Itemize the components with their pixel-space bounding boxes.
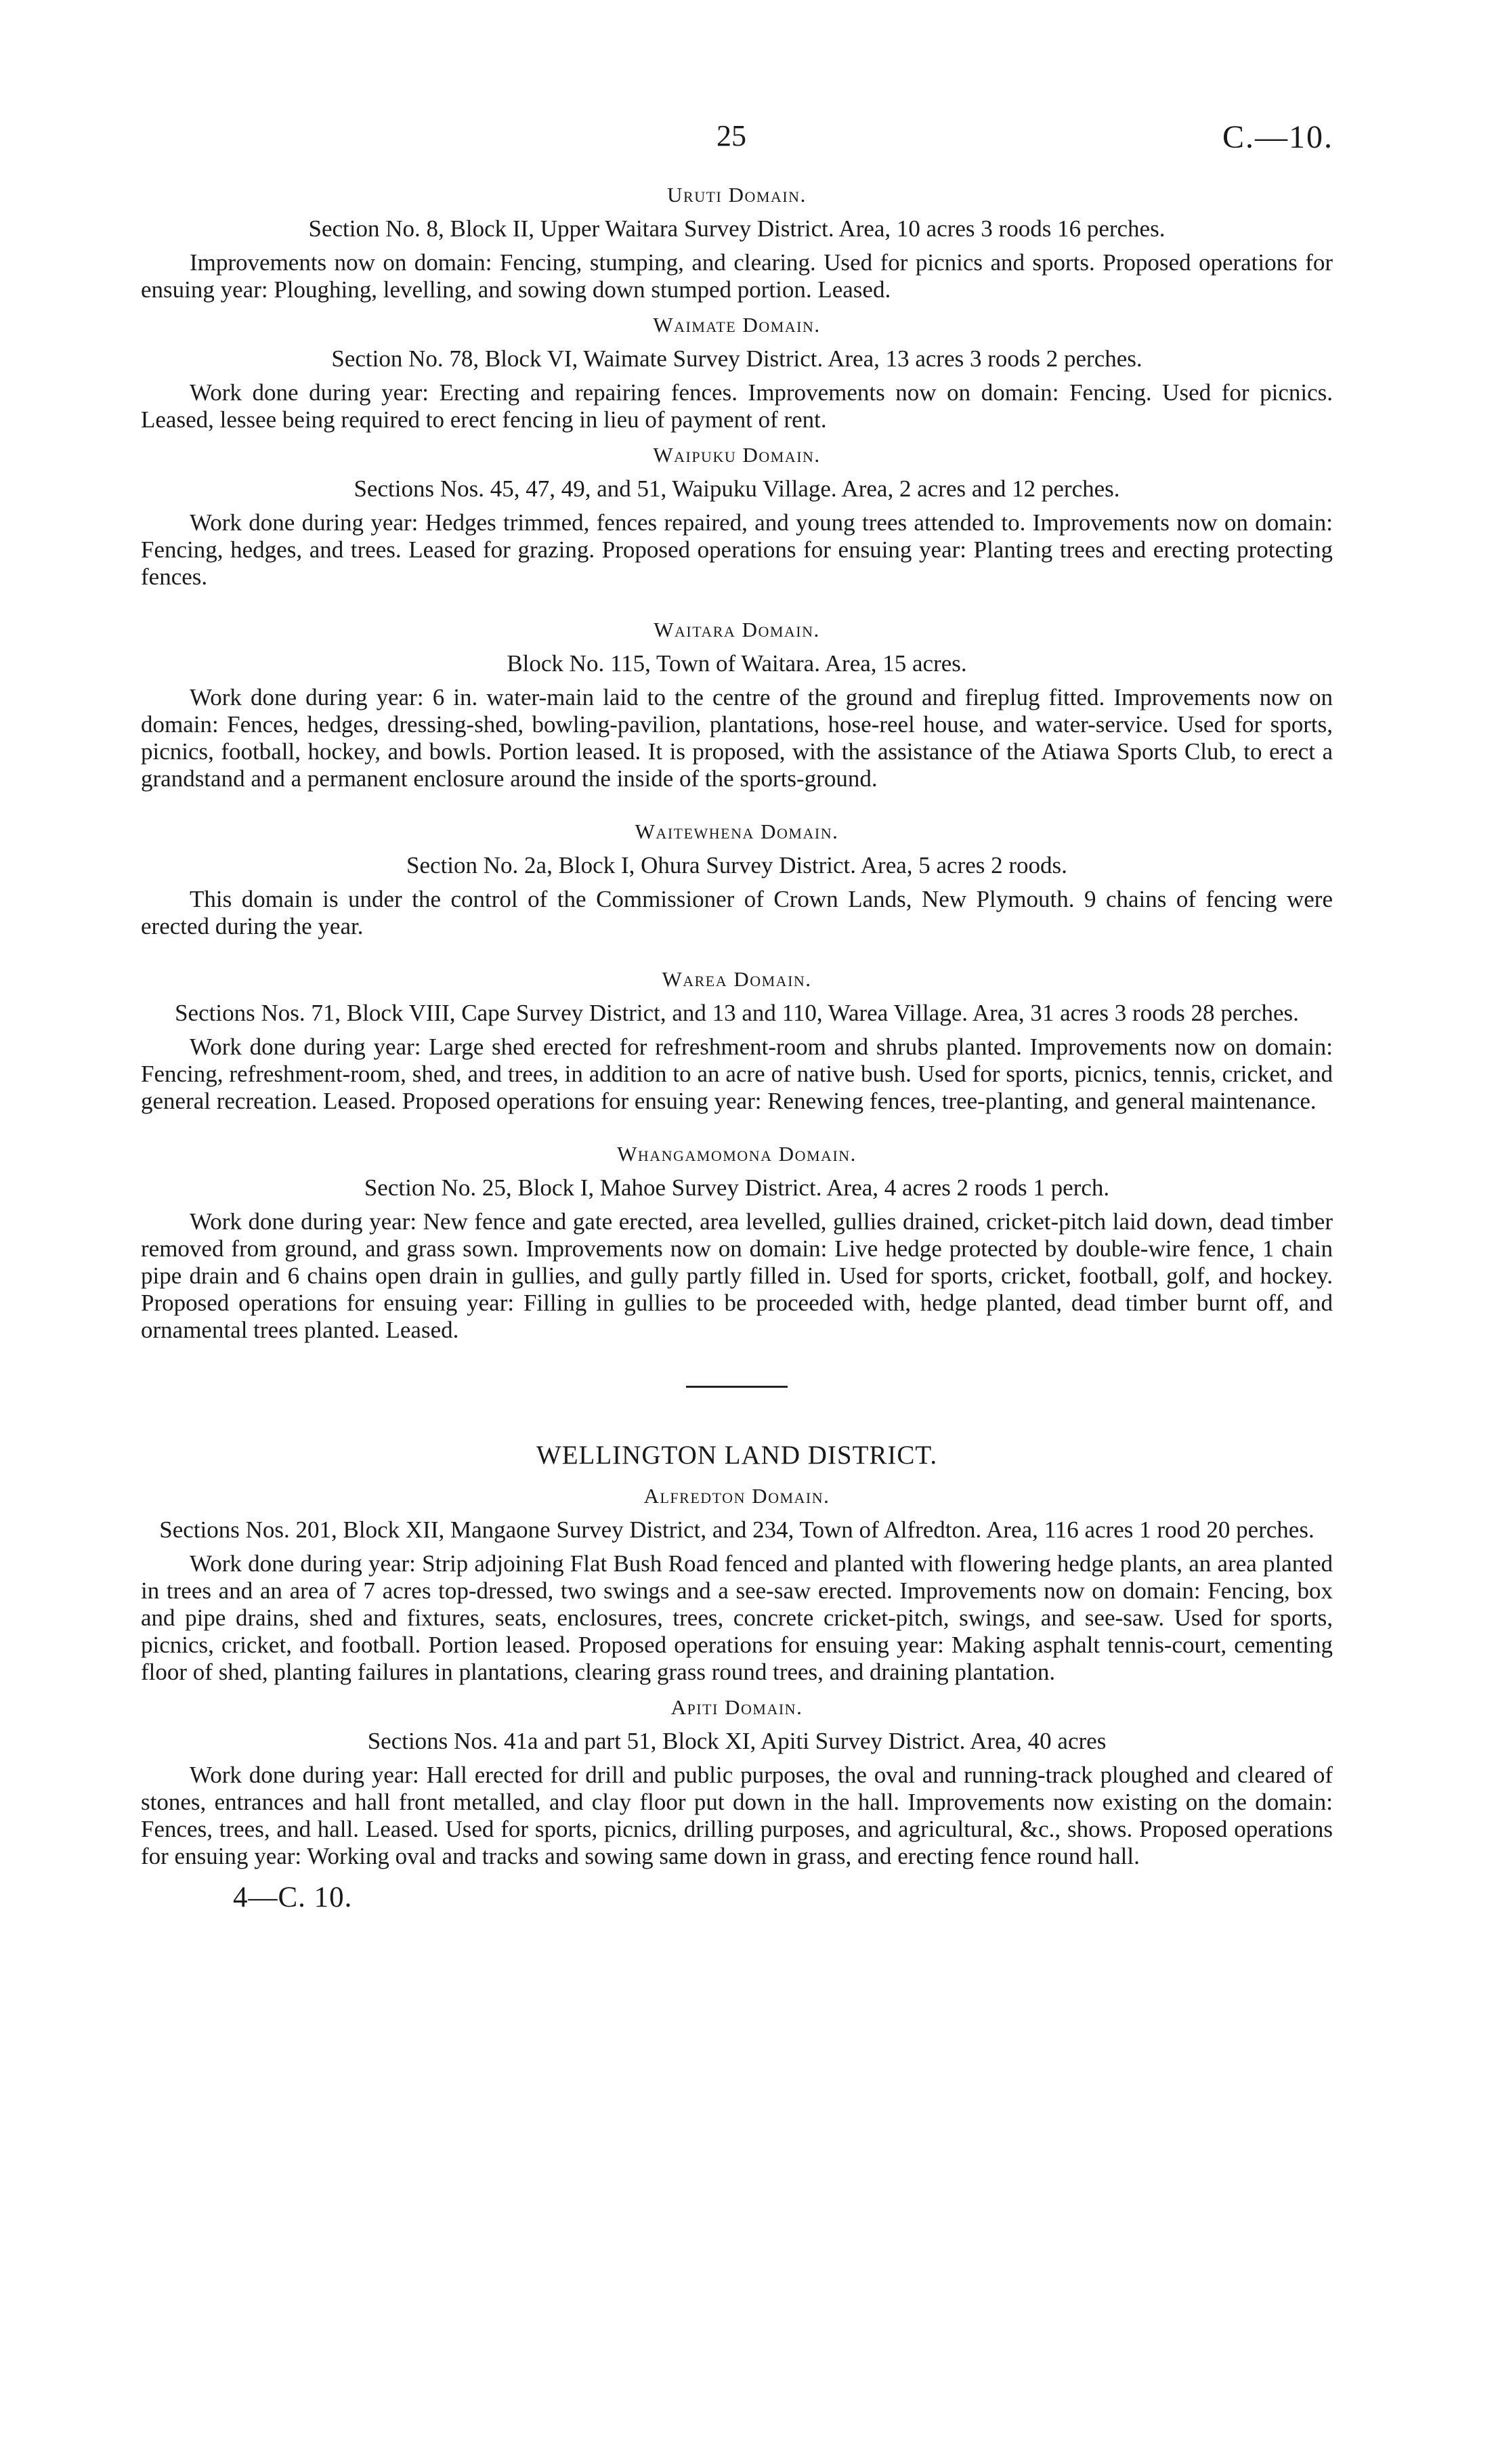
domain-description: Work done during year: Hall erected for drill and public purposes, the oval and running-track ploughed and cleared of stones, entrances and hall front metalled, and clay floor put down in the hall. Improvements now existing on the domain: Fences, trees, and hall. Leased. Used for sports, picnics, drilling purposes, and agricultural, &c., shows. Proposed operations for ensuing year: Working oval and tracks and sowing same down in grass, and erecting fence round hall. <box>141 1762 1333 1869</box>
domain-title: Uruti Domain. <box>667 183 807 207</box>
domain-location: Block No. 115, Town of Waitara. Area, 15 acres. <box>507 650 967 677</box>
section-gap <box>141 1123 1333 1141</box>
domain-location: Section No. 25, Block I, Mahoe Survey District. Area, 4 acres 2 roods 1 perch. <box>364 1174 1110 1201</box>
domain-title: Apiti Domain. <box>670 1695 803 1719</box>
domain-title: Waitara Domain. <box>654 618 820 641</box>
domain-description: Work done during year: Erecting and repairing fences. Improvements now on domain: Fencing. Used for picnics. Leased, lessee being required to erect fencing in lieu of payment of rent. <box>141 379 1333 433</box>
domain-section <box>141 1483 1333 1686</box>
domain-location: Sections Nos. 201, Block XII, Mangaone Survey District, and 234, Town of Alfredton. Area, 116 acres 1 rood 20 perches. <box>159 1516 1315 1543</box>
domain-description: Work done during year: Strip adjoining Flat Bush Road fenced and planted with flowering hedge plants, an area planted in trees and an area of 7 acres top-dressed, two swings and a see-saw erected. Improvements now on domain: Fencing, box and pipe drains, shed and fixtures, seats, enclosures, trees, concrete cricket-pitch, swings, and see-saw. Used for sports, picnics, cricket, and football. Portion leased. Proposed operations for ensuing year: Making asphalt tennis-court, cementing floor of shed, planting failures in plantations, clearing grass round trees, and draining plantation. <box>141 1550 1333 1685</box>
domain-description: Improvements now on domain: Fencing, stumping, and clearing. Used for picnics and sports. Proposed operations for ensuing year: Ploughing, levelling, and sowing down stumped portion. Leased. <box>141 249 1333 303</box>
domain-location: Section No. 78, Block VI, Waimate Survey District. Area, 13 acres 3 roods 2 perches. <box>331 345 1142 372</box>
domain-description: Work done during year: New fence and gate erected, area levelled, gullies drained, cricket-pitch laid down, dead timber removed from ground, and grass sown. Improvements now on domain: Live hedge protected by double-wire fence, 1 chain pipe drain and 6 chains open drain in gullies, and gully partly filled in. Used for sports, cricket, football, golf, and hockey. Proposed operations for ensuing year: Filling in gullies to be proceeded with, hedge planted, dead timber burnt off, and ornamental trees planted. Leased. <box>141 1208 1333 1343</box>
domain-location: Sections Nos. 71, Block VIII, Cape Survey District, and 13 and 110, Warea Village. Area, 31 acres 3 roods 28 perches. <box>175 1000 1299 1026</box>
domain-location: Sections Nos. 45, 47, 49, and 51, Waipuku Village. Area, 2 acres and 12 perches. <box>354 475 1120 502</box>
section-gap <box>141 599 1333 616</box>
domain-section <box>141 182 1333 303</box>
page-content <box>141 182 1333 1914</box>
domain-location: Section No. 8, Block II, Upper Waitara Survey District. Area, 10 acres 3 roods 16 perches. <box>308 215 1166 242</box>
domain-title: Warea Domain. <box>662 967 812 991</box>
domain-description: Work done during year: 6 in. water-main laid to the centre of the ground and fireplug fitted. Improvements now on domain: Fences, hedges, dressing-shed, bowling-pavilion, plantations, hose-reel house, and water-service. Used for sports, picnics, football, hockey, and bowls. Portion leased. It is proposed, with the assistance of the Atiawa Sports Club, to erect a grandstand and a permanent enclosure around the inside of the sports-ground. <box>141 684 1333 792</box>
domain-section <box>141 312 1333 433</box>
domain-title: Waipuku Domain. <box>653 443 821 467</box>
domain-location: Section No. 2a, Block I, Ohura Survey District. Area, 5 acres 2 roods. <box>406 852 1067 878</box>
domain-section <box>141 1141 1333 1344</box>
domain-section <box>141 966 1333 1115</box>
document-code: C.—10. <box>1222 119 1333 155</box>
domain-section <box>141 818 1333 940</box>
domain-title: Whangamomona Domain. <box>617 1142 857 1166</box>
domain-description: This domain is under the control of the Commissioner of Crown Lands, New Plymouth. 9 chains of fencing were erected during the year. <box>141 886 1333 939</box>
domain-section <box>141 1694 1333 1870</box>
domain-section <box>141 442 1333 591</box>
signature-mark: 4—C. 10. <box>233 1882 353 1913</box>
domain-title: Waitewhena Domain. <box>635 820 839 843</box>
section-gap <box>141 948 1333 966</box>
domain-location: Sections Nos. 41a and part 51, Block XI, Apiti Survey District. Area, 40 acres <box>367 1728 1107 1754</box>
section-divider <box>686 1386 788 1388</box>
taranaki-domains <box>141 182 1333 1344</box>
domain-description: Work done during year: Hedges trimmed, fences repaired, and young trees attended to. Improvements now on domain: Fencing, hedges, and trees. Leased for grazing. Proposed operations for ensuing year: Planting trees and erecting protecting fences. <box>141 509 1333 590</box>
domain-title: Alfredton Domain. <box>643 1484 830 1508</box>
domain-section <box>141 616 1333 792</box>
section-gap <box>141 801 1333 818</box>
page-header <box>0 119 1496 166</box>
wellington-domains <box>141 1483 1333 1870</box>
district-title: WELLINGTON LAND DISTRICT. <box>536 1441 938 1470</box>
domain-title: Waimate Domain. <box>653 313 821 337</box>
page-number: 25 <box>717 119 746 152</box>
domain-description: Work done during year: Large shed erected for refreshment-room and shrubs planted. Improvements now on domain: Fencing, refreshment-room, shed, and trees, in addition to an acre of native bush. Used for sports, picnics, tennis, cricket, and general recreation. Leased. Proposed operations for ensuing year: Renewing fences, tree-planting, and general maintenance. <box>141 1034 1333 1114</box>
